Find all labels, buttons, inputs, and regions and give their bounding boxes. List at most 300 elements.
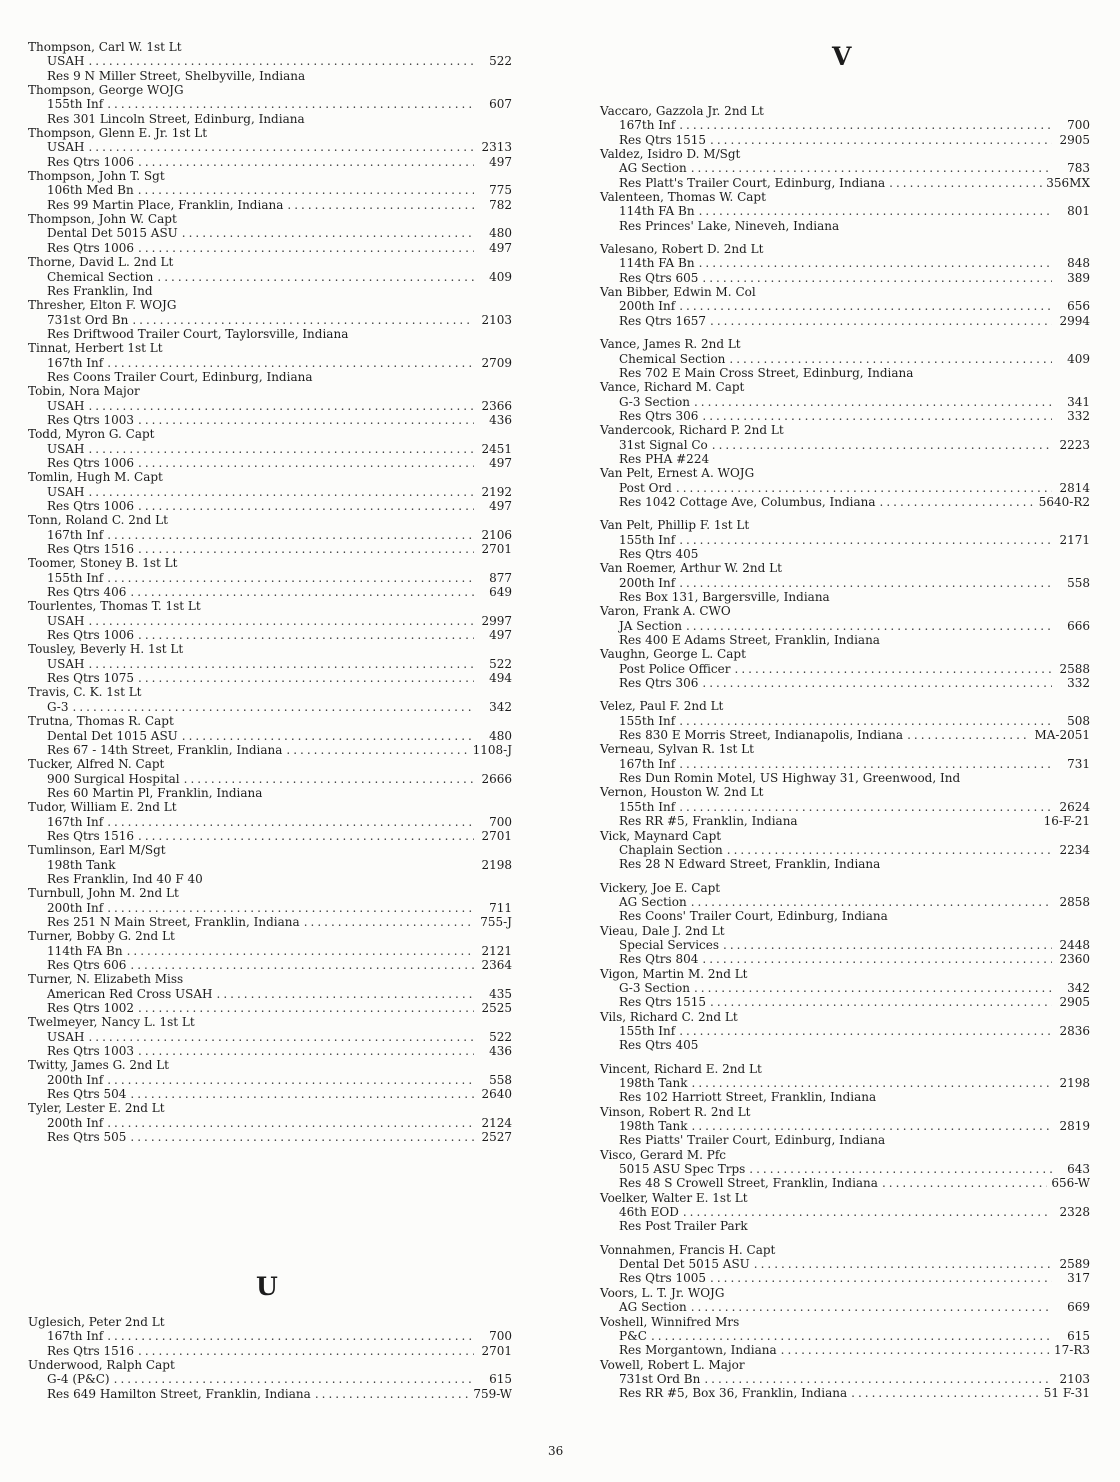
dot-leader	[107, 815, 474, 829]
entry-detail-text: Post Ord	[619, 480, 672, 495]
phone-number: 2451	[481, 441, 512, 456]
dot-leader	[907, 728, 1030, 742]
entry-name: Valenteen, Thomas W. Capt	[600, 190, 766, 205]
phone-number: 2448	[1059, 937, 1090, 952]
entry-detail-line	[47, 327, 512, 341]
entry-detail-line	[47, 858, 512, 872]
entry-name: Toomer, Stoney B. 1st Lt	[28, 556, 178, 571]
entry-detail-line	[619, 800, 1090, 814]
entry-detail-line	[619, 714, 1090, 728]
entry-detail-text: AG Section	[619, 1300, 687, 1315]
dot-leader	[127, 944, 474, 958]
entry-detail-text: Res 702 E Main Cross Street, Edinburg, Indiana	[619, 365, 914, 380]
entry-detail-line	[47, 1387, 512, 1401]
entry-name: Vonnahmen, Francis H. Capt	[600, 1242, 776, 1257]
entry-name: Verneau, Sylvan R. 1st Lt	[600, 742, 754, 757]
entry-detail-text: 167th Inf	[619, 118, 676, 133]
entry-name: Tomlin, Hugh M. Capt	[28, 470, 163, 485]
entry-detail-line	[619, 757, 1090, 771]
directory-entry	[28, 1101, 512, 1144]
phone-number: 2709	[481, 355, 512, 370]
phone-number: 656	[1067, 299, 1090, 314]
entry-detail-line	[47, 772, 512, 786]
dot-leader	[182, 226, 474, 240]
dot-leader	[699, 256, 1052, 270]
phone-number: 2701	[481, 1343, 512, 1358]
dot-leader	[694, 981, 1052, 995]
directory-entry	[600, 1148, 1090, 1191]
entry-detail-line	[619, 161, 1090, 175]
dot-leader	[702, 676, 1052, 690]
entry-detail-text: AG Section	[619, 161, 687, 176]
dot-leader	[182, 729, 474, 743]
entry-detail-line	[47, 614, 512, 628]
entry-detail-text: Res Driftwood Trailer Court, Taylorsville, Indiana	[47, 326, 349, 341]
entry-detail-text: Res Qtrs 405	[619, 1038, 699, 1053]
entry-name: Visco, Gerard M. Pfc	[600, 1147, 726, 1162]
directory-entry	[28, 126, 512, 169]
dot-leader	[723, 938, 1052, 952]
entry-detail-text: Res Box 131, Bargersville, Indiana	[619, 590, 830, 604]
phone-number: 2819	[1059, 1119, 1090, 1134]
entry-detail-line	[619, 1257, 1090, 1271]
dot-leader	[130, 958, 474, 972]
phone-number: 5640-R2	[1038, 494, 1090, 509]
entry-detail-line	[47, 313, 512, 327]
entry-detail-line	[619, 1024, 1090, 1038]
directory-entry	[28, 843, 512, 886]
phone-number: 711	[489, 900, 512, 915]
entry-detail-line	[47, 1372, 512, 1386]
phone-number: 2701	[481, 828, 512, 843]
phone-number: 342	[489, 699, 512, 714]
phone-number: 51 F-31	[1043, 1386, 1090, 1401]
directory-entry	[28, 341, 512, 384]
entry-detail-text: 198th Tank	[619, 1119, 688, 1134]
dot-leader	[107, 1116, 474, 1130]
directory-entry	[600, 924, 1090, 967]
dot-leader	[138, 829, 474, 843]
entry-detail-line	[47, 112, 512, 126]
entry-detail-line	[47, 1001, 512, 1015]
entry-detail-text: Res PHA #224	[619, 451, 710, 466]
entry-name: Turner, N. Elizabeth Miss	[28, 972, 184, 987]
directory-entry	[600, 1243, 1090, 1286]
directory-entry	[28, 83, 512, 126]
entry-detail-text: Res Qtrs 1006	[47, 455, 135, 470]
entry-detail-line	[47, 671, 512, 685]
entry-detail-line	[619, 1343, 1090, 1357]
dot-leader	[157, 270, 474, 284]
directory-entry	[600, 699, 1090, 742]
directory-entry	[28, 1015, 512, 1058]
entry-detail-text: Res Post Trailer Park	[619, 1219, 748, 1234]
dot-leader	[702, 409, 1052, 423]
entry-detail-text: 200th Inf	[47, 900, 104, 915]
entry-detail-line	[619, 118, 1090, 132]
entry-detail-text: Res Qtrs 1006	[47, 154, 135, 169]
entry-detail-line	[47, 356, 512, 370]
entry-detail-line	[619, 1119, 1090, 1133]
entry-detail-text: Res 99 Martin Place, Franklin, Indiana	[47, 197, 284, 212]
directory-entry	[28, 169, 512, 212]
entry-detail-line	[47, 413, 512, 427]
phone-number: 508	[1067, 713, 1090, 728]
phone-number: 317	[1067, 1271, 1090, 1286]
phone-number: 2814	[1059, 480, 1090, 495]
phone-number: 435	[489, 986, 512, 1001]
entry-detail-text: G-3 Section	[619, 394, 690, 409]
entry-detail-text: Res Morgantown, Indiana	[619, 1343, 777, 1358]
directory-entry	[600, 829, 1090, 872]
phone-number: 2223	[1059, 437, 1090, 452]
directory-entry	[600, 285, 1090, 328]
phone-number: 522	[489, 656, 512, 671]
dot-leader	[138, 183, 474, 197]
directory-entry	[600, 242, 1090, 285]
entry-detail-text: Res Qtrs 1002	[47, 1001, 135, 1016]
directory-entry	[28, 1358, 512, 1401]
directory-entry	[28, 470, 512, 513]
entry-detail-text: G-4 (P&C)	[47, 1372, 110, 1387]
entry-name: Tyler, Lester E. 2nd Lt	[28, 1101, 165, 1116]
phone-number: 2313	[481, 140, 512, 155]
entry-name: Thompson, John W. Capt	[28, 212, 177, 227]
entry-detail-text: Res 1042 Cottage Ave, Columbus, Indiana	[619, 494, 876, 509]
entry-detail-line	[619, 981, 1090, 995]
phone-number: 2192	[481, 484, 512, 499]
entry-detail-line	[47, 872, 512, 886]
directory-entry	[28, 800, 512, 843]
directory-entry	[600, 423, 1090, 466]
entry-detail-line	[619, 409, 1090, 423]
phone-number: 2525	[481, 1001, 512, 1016]
entry-name: Vils, Richard C. 2nd Lt	[600, 1009, 738, 1024]
entry-detail-text: G-3 Section	[619, 980, 690, 995]
entry-detail-line	[619, 938, 1090, 952]
directory-entry	[600, 1286, 1090, 1315]
entry-detail-line	[47, 370, 512, 384]
entry-detail-text: 114th FA Bn	[619, 256, 695, 271]
entry-name: Van Bibber, Edwin M. Col	[600, 285, 756, 300]
directory-entry	[600, 466, 1090, 509]
entry-detail-line	[47, 97, 512, 111]
entry-detail-line	[47, 915, 512, 929]
dot-leader	[88, 54, 474, 68]
entry-detail-line	[619, 676, 1090, 690]
entry-name: Voors, L. T. Jr. WOJG	[600, 1285, 725, 1300]
dot-leader	[184, 772, 474, 786]
phone-number: 669	[1067, 1300, 1090, 1315]
phone-number: 17-R3	[1054, 1343, 1090, 1358]
entry-detail-line	[619, 1372, 1090, 1386]
directory-entry	[600, 742, 1090, 785]
directory-entry	[600, 561, 1090, 604]
entry-detail-text: 155th Inf	[619, 532, 676, 547]
entry-detail-text: Res 48 S Crowell Street, Franklin, Indiana	[619, 1176, 878, 1191]
entry-detail-text: USAH	[47, 441, 85, 456]
phone-number: 700	[489, 1329, 512, 1344]
directory-entry	[600, 1358, 1090, 1401]
directory-entry	[600, 647, 1090, 690]
dot-leader	[88, 657, 474, 671]
directory-entry	[28, 513, 512, 556]
dot-leader	[851, 1386, 1040, 1400]
dot-leader	[676, 481, 1052, 495]
entry-name: Twelmeyer, Nancy L. 1st Lt	[28, 1015, 195, 1030]
entry-detail-text: Res Platt's Trailer Court, Edinburg, Indiana	[619, 175, 886, 190]
entry-detail-text: USAH	[47, 484, 85, 499]
entry-detail-text: Res Qtrs 1006	[47, 628, 135, 643]
phone-number: 2198	[1059, 1076, 1090, 1090]
phone-number: MA-2051	[1034, 728, 1090, 743]
entry-detail-text: Res Qtrs 406	[47, 585, 127, 600]
entry-name: Uglesich, Peter 2nd Lt	[28, 1315, 165, 1329]
phone-number: 2366	[481, 398, 512, 413]
entry-name: Vick, Maynard Capt	[600, 828, 722, 843]
entry-detail-line	[619, 176, 1090, 190]
dot-leader	[691, 1300, 1052, 1314]
entry-name: Twitty, James G. 2nd Lt	[28, 1058, 169, 1073]
entry-detail-line	[619, 1205, 1090, 1219]
entry-detail-line	[619, 438, 1090, 452]
entry-detail-text: Res 102 Harriott Street, Franklin, Indiana	[619, 1090, 877, 1105]
section-letter-u: U	[256, 1272, 278, 1301]
entry-name: Vaughn, George L. Capt	[600, 647, 746, 662]
phone-number: 480	[489, 728, 512, 743]
entry-detail-line	[47, 54, 512, 68]
entry-name: Tourlentes, Thomas T. 1st Lt	[28, 599, 201, 614]
dot-leader	[107, 1329, 474, 1343]
phone-number: 2905	[1059, 132, 1090, 147]
entry-detail-text: 198th Tank	[47, 857, 116, 872]
directory-entry	[600, 1062, 1090, 1105]
entry-detail-text: 200th Inf	[619, 575, 676, 590]
phone-number: 2994	[1059, 313, 1090, 328]
dot-leader	[107, 356, 474, 370]
entry-detail-text: Dental Det 1015 ASU	[47, 728, 178, 743]
entry-detail-line	[619, 590, 1090, 604]
directory-entry	[28, 929, 512, 972]
dot-leader	[114, 1372, 474, 1386]
entry-name: Underwood, Ralph Capt	[28, 1358, 175, 1373]
entry-name: Vinson, Robert R. 2nd Lt	[600, 1104, 751, 1119]
phone-number: 332	[1067, 676, 1090, 691]
entry-detail-text: Res Piatts' Trailer Court, Edinburg, Indiana	[619, 1133, 886, 1148]
entry-detail-line	[47, 571, 512, 585]
entry-name: Valesano, Robert D. 2nd Lt	[600, 242, 764, 257]
entry-detail-line	[619, 843, 1090, 857]
entry-detail-line	[47, 729, 512, 743]
entry-detail-text: 46th EOD	[619, 1205, 679, 1220]
entry-detail-text: Res Qtrs 1075	[47, 671, 135, 686]
dot-leader	[749, 1162, 1052, 1176]
entry-detail-text: 155th Inf	[619, 713, 676, 728]
phone-number: 497	[489, 154, 512, 169]
entry-detail-text: 155th Inf	[619, 1023, 676, 1038]
entry-detail-line	[47, 1087, 512, 1101]
directory-entry	[600, 881, 1090, 924]
entry-detail-text: American Red Cross USAH	[47, 986, 213, 1001]
phone-number: 2360	[1059, 952, 1090, 967]
entry-detail-line	[47, 1344, 512, 1358]
entry-detail-text: Res Dun Romin Motel, US Highway 31, Greenwood, Ind	[619, 771, 961, 786]
entry-detail-text: Res Coons Trailer Court, Edinburg, Indiana	[47, 369, 313, 384]
entry-detail-line	[619, 1038, 1090, 1052]
entry-name: Tinnat, Herbert 1st Lt	[28, 341, 163, 356]
dot-leader	[130, 1130, 474, 1144]
entry-detail-line	[619, 1271, 1090, 1285]
entry-name: Travis, C. K. 1st Lt	[28, 685, 142, 700]
dot-leader	[710, 995, 1052, 1009]
entry-detail-line	[619, 771, 1090, 785]
dot-leader	[287, 198, 474, 212]
entry-name: Vance, James R. 2nd Lt	[600, 337, 741, 352]
entry-detail-text: Chaplain Section	[619, 842, 723, 857]
directory-entry	[28, 255, 512, 298]
entry-detail-text: 5015 ASU Spec Trps	[619, 1162, 746, 1177]
entry-detail-text: Res Qtrs 605	[619, 270, 699, 285]
entry-detail-text: P&C	[619, 1328, 647, 1343]
dot-leader	[710, 314, 1052, 328]
entry-detail-text: 731st Ord Bn	[619, 1371, 701, 1386]
entry-detail-line	[47, 743, 512, 757]
entry-detail-text: Res Qtrs 306	[619, 408, 699, 423]
phone-number: 2666	[481, 771, 512, 786]
phone-number: 877	[489, 570, 512, 585]
entry-detail-text: Res Coons' Trailer Court, Edinburg, Indiana	[619, 909, 888, 924]
entry-detail-text: Res 649 Hamilton Street, Franklin, Indiana	[47, 1386, 311, 1401]
directory-entry	[600, 104, 1090, 147]
dot-leader	[679, 757, 1052, 771]
page-number: 36	[548, 1444, 564, 1458]
u-section-entries	[28, 1315, 512, 1401]
entry-detail-line	[619, 952, 1090, 966]
directory-entry	[600, 604, 1090, 647]
dot-leader	[88, 485, 474, 499]
dot-leader	[679, 118, 1052, 132]
entry-name: Tousley, Beverly H. 1st Lt	[28, 642, 184, 657]
entry-detail-text: Res Qtrs 1515	[619, 995, 707, 1010]
dot-leader	[683, 1205, 1052, 1219]
entry-detail-line	[619, 814, 1090, 828]
dot-leader	[130, 585, 474, 599]
entry-name: Tumlinson, Earl M/Sgt	[28, 843, 166, 858]
dot-leader	[88, 140, 474, 154]
phone-number: 558	[489, 1072, 512, 1087]
directory-entry	[28, 384, 512, 427]
entry-name: Thompson, Glenn E. Jr. 1st Lt	[28, 126, 208, 141]
entry-detail-text: 198th Tank	[619, 1076, 688, 1090]
entry-detail-text: 114th FA Bn	[47, 943, 123, 958]
phone-number: 2701	[481, 542, 512, 557]
phone-number: 2121	[481, 943, 512, 958]
phone-number: 409	[1067, 351, 1090, 366]
dot-leader	[712, 438, 1052, 452]
phone-number: 700	[489, 814, 512, 829]
entry-detail-line	[619, 133, 1090, 147]
directory-entry	[28, 972, 512, 1015]
entry-name: Tucker, Alfred N. Capt	[28, 757, 165, 772]
dot-leader	[138, 499, 474, 513]
entry-detail-line	[619, 481, 1090, 495]
entry-detail-line	[619, 256, 1090, 270]
phone-number: 341	[1067, 394, 1090, 409]
entry-detail-line	[47, 987, 512, 1001]
entry-detail-line	[47, 657, 512, 671]
phone-number: 2103	[1059, 1371, 1090, 1386]
dot-leader	[880, 495, 1035, 509]
entry-detail-text: Res Qtrs 1003	[47, 412, 135, 427]
directory-entry	[28, 714, 512, 757]
dot-leader	[88, 442, 474, 456]
dot-leader	[138, 456, 474, 470]
entry-detail-line	[619, 1076, 1090, 1090]
entry-name: Voelker, Walter E. 1st Lt	[600, 1190, 748, 1205]
entry-detail-line	[619, 452, 1090, 466]
dot-leader	[710, 133, 1052, 147]
entry-detail-text: Res Qtrs 804	[619, 952, 699, 967]
entry-detail-text: Res Qtrs 1006	[47, 240, 135, 255]
phone-number: 2589	[1059, 1257, 1090, 1272]
dot-leader	[130, 1087, 474, 1101]
phone-number: 2171	[1059, 532, 1090, 547]
entry-name: Van Roemer, Arthur W. 2nd Lt	[600, 561, 782, 576]
entry-detail-text: USAH	[47, 140, 85, 155]
entry-detail-line	[47, 499, 512, 513]
phone-number: 759-W	[473, 1386, 512, 1401]
dot-leader	[679, 576, 1052, 590]
phone-number: 643	[1067, 1162, 1090, 1177]
phone-number: 389	[1067, 270, 1090, 285]
directory-entry	[28, 1058, 512, 1101]
entry-detail-text: Res Qtrs 505	[47, 1130, 127, 1145]
entry-detail-text: Res Qtrs 405	[619, 546, 699, 561]
entry-detail-text: Res 251 N Main Street, Franklin, Indiana	[47, 914, 300, 929]
entry-detail-text: Res Princes' Lake, Nineveh, Indiana	[619, 218, 840, 233]
entry-detail-line	[47, 901, 512, 915]
dot-leader	[679, 533, 1052, 547]
dot-leader	[729, 352, 1052, 366]
entry-detail-text: 167th Inf	[619, 756, 676, 771]
dot-leader	[138, 1044, 474, 1058]
entry-detail-text: Dental Det 5015 ASU	[47, 226, 178, 241]
directory-entry	[28, 40, 512, 83]
entry-detail-text: 200th Inf	[619, 299, 676, 314]
phone-number: 342	[1067, 980, 1090, 995]
entry-name: Vigon, Martin M. 2nd Lt	[600, 966, 748, 981]
phone-number: 2588	[1059, 661, 1090, 676]
phone-number: 801	[1067, 204, 1090, 219]
phone-number: 775	[489, 183, 512, 198]
phone-number: 2198	[481, 857, 512, 872]
entry-detail-line	[47, 284, 512, 298]
entry-detail-line	[47, 1044, 512, 1058]
phone-number: 2124	[481, 1115, 512, 1130]
entry-detail-text: 114th FA Bn	[619, 204, 695, 219]
dot-leader	[138, 671, 474, 685]
entry-detail-line	[47, 542, 512, 556]
entry-name: Velez, Paul F. 2nd Lt	[600, 699, 724, 714]
entry-detail-line	[47, 198, 512, 212]
entry-name: Van Pelt, Ernest A. WOJG	[600, 466, 755, 481]
entry-detail-text: Res Qtrs 1516	[47, 828, 135, 843]
left-column-t-entries	[28, 40, 512, 1144]
entry-name: Thompson, Carl W. 1st Lt	[28, 40, 182, 54]
phone-number: 2328	[1059, 1205, 1090, 1220]
entry-detail-line	[619, 495, 1090, 509]
phone-number: 1108-J	[472, 742, 512, 757]
